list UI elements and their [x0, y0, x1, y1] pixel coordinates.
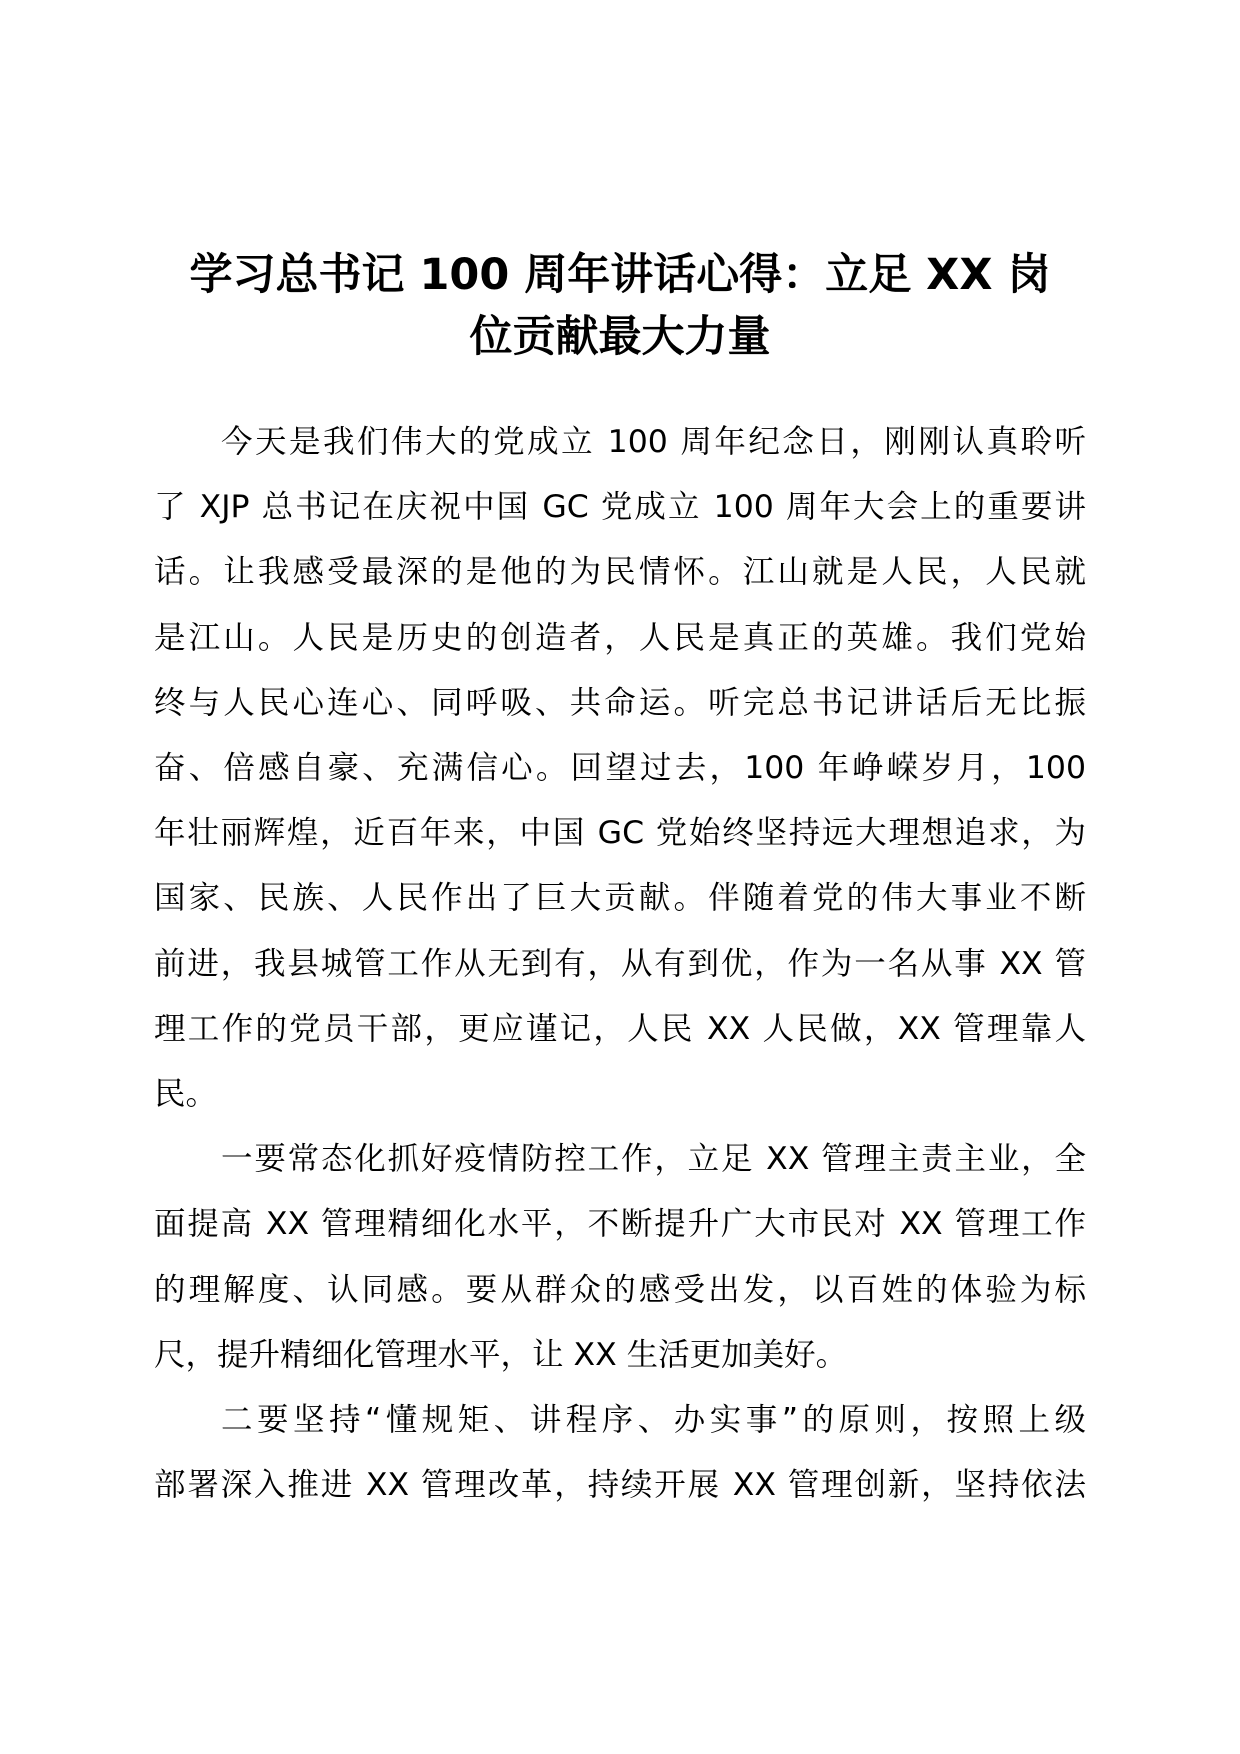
- title-line: 学习总书记 100 周年讲话心得：立足 XX 岗: [189, 250, 1051, 300]
- paragraph-3: [154, 1388, 1086, 1518]
- text-line: 前进，我县城管工作从无到有，从有到优，作为一名从事 XX 管: [154, 945, 1086, 982]
- text-line: 话。让我感受最深的是他的为民情怀。江山就是人民，人民就: [154, 554, 1086, 591]
- text-line: 二要坚持“懂规矩、讲程序、办实事”的原则，按照上级: [221, 1402, 1086, 1439]
- text-line: 年壮丽辉煌，近百年来，中国 GC 党始终坚持远大理想追求，为: [154, 815, 1086, 852]
- text-line: 理工作的党员干部，更应谨记，人民 XX 人民做，XX 管理靠人: [154, 1010, 1086, 1047]
- text-line: 的理解度、认同感。要从群众的感受出发，以百姓的体验为标: [154, 1271, 1086, 1308]
- text-line: 国家、民族、人民作出了巨大贡献。伴随着党的伟大事业不断: [154, 880, 1086, 917]
- text-line: 今天是我们伟大的党成立 100 周年纪念日，刚刚认真聆听: [221, 424, 1086, 460]
- text-line: 是江山。人民是历史的创造者，人民是真正的英雄。我们党始: [154, 619, 1086, 656]
- text-line: 面提高 XX 管理精细化水平，不断提升广大市民对 XX 管理工作: [154, 1206, 1086, 1243]
- text-line: 奋、倍感自豪、充满信心。回望过去，100 年峥嵘岁月，100: [154, 750, 1086, 787]
- text-line: 民。: [154, 1076, 218, 1113]
- text-line: 一要常态化抓好疫情防控工作，立足 XX 管理主责主业，全: [221, 1141, 1086, 1178]
- paragraph-2: [154, 1127, 1086, 1388]
- title-line: 位贡献最大力量: [469, 312, 771, 362]
- paragraph-1: [154, 410, 1086, 1127]
- text-line: 尺，提升精细化管理水平，让 XX 生活更加美好。: [154, 1336, 848, 1373]
- document-title: [150, 244, 1090, 368]
- text-line: 了 XJP 总书记在庆祝中国 GC 党成立 100 周年大会上的重要讲: [154, 489, 1086, 526]
- text-line: 终与人民心连心、同呼吸、共命运。听完总书记讲话后无比振: [154, 684, 1086, 721]
- document-body: [154, 410, 1086, 1518]
- text-line: 部署深入推进 XX 管理改革，持续开展 XX 管理创新，坚持依法: [154, 1467, 1086, 1504]
